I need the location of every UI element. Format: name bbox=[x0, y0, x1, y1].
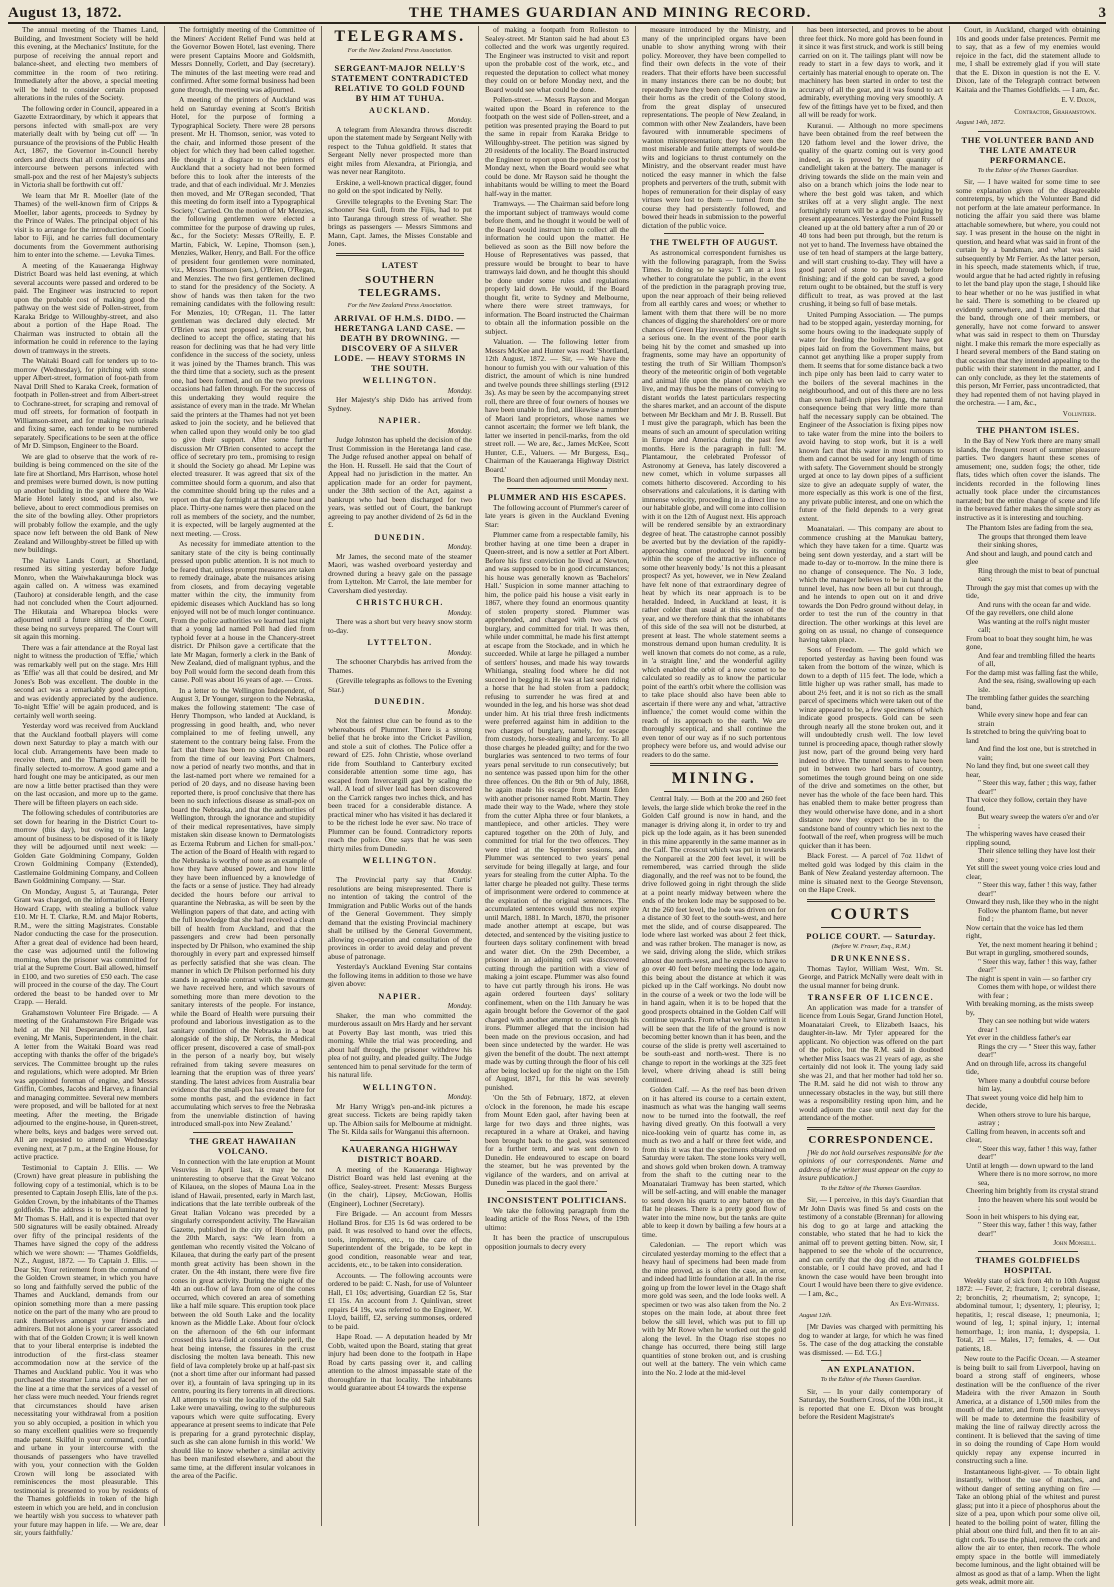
section-heading: TELEGRAMS. bbox=[334, 28, 466, 45]
article-paragraph: A meeting of the Kauaeranga Highway District Board was held last evening at the office, Sealey-street. Present: Messrs Burgess (in the chair), Lipsey, McGowan, Hollis (Engineer), Lochner (Secretary). bbox=[328, 1164, 472, 1208]
article-paragraph: Instantaneous light-giver. — To obtain light instantly, without the use of matches, and without danger of setting anything on fire — Take an oblong phial of the whitest and purest glass; put into it a piece of phosphorus about the size of a pea, upon which pour some olive oil, heated to the boiling point of water, filling the phial about one third full, and then fit to an air-tight cork. To use the phial, remove the cork and allow the air to enter, then recork. The whole empty space in the bottle will immediately become luminous, and the light obtained will be almost as good as that of a lamp. When the light gets weak, admit more air. bbox=[956, 1466, 1100, 1586]
dateline: Monday. bbox=[447, 386, 472, 395]
poem-line: Ring through the mist to beat of punctual oars; bbox=[978, 565, 1100, 583]
poem-line: " Steer this way, father ! this way, father dear!" bbox=[978, 1220, 1097, 1238]
article-paragraph: Mr Harry Wrigg's pen-and-ink pictures a great success. Tickets are being rapidly taken up. The Albion sails for Melbourne at midnight. The St. Kilda sails for Wanganui this afternoon. bbox=[328, 1101, 472, 1136]
article-paragraph: Thomas Taylor, William West, Wm. St. George, and Patrick McNally were dealt with in the usual manner for being drunk. bbox=[799, 963, 943, 990]
article-paragraph: We are glad to observe that the work of re-building is being commenced on the site of the late fire at Shortland, Mrs Harrison, whose hotel and premises were burned down, is now putting up another building in the spot where the Wai-Marie Hotel lately stood, and is also, we believe, about to erect commodious premises on the site of the bowling alley. Other proprietors will probably follow the example, and the ugly space now left between the old Bank of New Zealand and Willoughby-street be filled up with new buildings. bbox=[14, 451, 158, 554]
poem-line: Is stretched to bring the quiv'ring boat to land bbox=[966, 727, 1087, 745]
divider bbox=[978, 131, 1078, 132]
dateline: Monday. bbox=[447, 543, 472, 551]
place-heading: TRANSFER OF LICENCE. bbox=[807, 993, 935, 1002]
poem-line: But weary sweep the waters o'er and o'er ; bbox=[978, 812, 1099, 830]
signature: Volunteer. bbox=[1062, 409, 1096, 418]
place-heading: DRUNKENNESS. bbox=[830, 954, 912, 963]
divider bbox=[650, 763, 778, 766]
divider bbox=[807, 1127, 935, 1130]
poem-line: Where there is no more sorrow, no more sea, bbox=[978, 1169, 1098, 1187]
dateline: Monday. bbox=[447, 608, 472, 617]
article-paragraph: New route to the Pacific Ocean. — A steamer is being built to sail from Liverpool, having on board a strong staff of engineers, whose destination will be the confluence of the river Madeira with the river Amazon in South America, at a distance of 1,500 miles from the mouth of the latter, and from this point surveys will be made to determine the feasibility of making the line of railway directly across the continent. It is believed that the saving of time in so doing the rounding of Cape Horn would quickly repay any expense incurred in constructing such a line. bbox=[956, 1354, 1100, 1465]
place-heading: LYTTELTON. bbox=[367, 638, 433, 647]
poem-line: Of the gay revellers, one child alone bbox=[966, 608, 1074, 617]
article-paragraph: Judge Johnston has upheld the decision of the Trust Commission in the Heretanga land case. The Judge refused another appeal on behalf of the Hon. H. Russell. He said that the Court of Appeal had no jurisdiction in the matter. An application made for an order for payment, under the 38th section of the Act, against a bankrupt who had been discharged for two years, was settled out of Court, the bankrupt agreeing to pay another dividend of 2s 6d in the £. bbox=[328, 435, 472, 529]
column-5 bbox=[636, 26, 793, 1526]
letter-date: August 12th. bbox=[799, 1311, 832, 1319]
divider bbox=[821, 1360, 921, 1361]
article-paragraph: Yesterday word was received from Auckland that the Auckland football players will come down next Saturday to play a match with our local club. Arrangements have been made to receive them, and the Thames team will be finally selected to-morrow. A good game and a hard fought one may be anticipated, as our men are now a little better practised than they were on the last occasion, and more up to the game. There will be fifteen players on each side. bbox=[14, 721, 158, 807]
letter-paragraph: Sir, — I perceive, in this day's Guardian that Mr John Davis was fined 5s and costs on the testimony of a constable (Brennan) for allowing his dog to go at large and attacking the constable, who stated that he had to kick the animal off to prevent getting bitten. Now, sir, I happened to see the whole of the occurrence, and can certify that the dog did not attack the constable, or I could have proved, and had I known the case would have been brought into Court I would have been there to give evidence. — I am, &c., bbox=[799, 1195, 943, 1298]
poem-line: " Steer this way, father ! this way, father dear!" bbox=[978, 880, 1097, 898]
poem-line: Until at length — down upward to the land bbox=[966, 1160, 1094, 1170]
section-heading: COURTS bbox=[830, 905, 912, 923]
byline: For the New Zealand Press Association. bbox=[347, 47, 453, 54]
poem-line: And find the lost one, but is stretched in vain; bbox=[978, 744, 1097, 762]
article-paragraph: Fire Brigade. — An account from Messrs Holland Bros. for £35 1s 6d was ordered to be paid. It was resolved to hand over the effects, tools, implements, etc., to the care of the Superintendent of the brigade, to be kept in good condition, reasonable wear and tear, accidents, etc., to be taken into consideration. bbox=[328, 1209, 472, 1269]
article-paragraph: Black Forest. — A parcel of 7oz 11dwt of melted gold was lodged by this claim in the Bank of New Zealand yesterday afternoon. The mine is situated next to the George Stevenson, on the Hape Creek. bbox=[799, 851, 943, 894]
article-paragraph: As necessity for immediate attention to the sanitary state of the city is being continually pressed upon public attention. It is not much to be feared that, unless prompt measures are taken to remedy drainage, abate the nuisances arising from closets, and from decaying vegetable matter within the city, the immunity from epidemic diseases which Auckland has so long enjoyed will not be of much longer continuance. From the police authorities we learned last night that a young lad named Poll had died from typhoid fever at a house in the Chancery-street district. Dr Philson gave a certificate that the late Mr Magan, formerly a clerk in the Bank of New Zealand, died of malignant typhus, and the boy Poll would form the second death from this cause. Poll was about 16 years of age. — Cross. bbox=[171, 539, 315, 684]
article-paragraph: The annual meeting of the Thames Land, Building, and Investment Society will be held this evening, at the Mechanics' Institute, for the purpose of receiving the annual report and balance-sheet, and electing two members of committee in the room of two retiring. Immediately after the above, a special meeting will be held to consider certain proposed alterations in the rules of the Society. bbox=[14, 25, 158, 102]
column-4 bbox=[479, 26, 636, 1526]
poem-line: The whispering waves have ceased their rippling sound, bbox=[966, 829, 1086, 847]
poem-line: " Steer this way, father ! this way, father dear!" bbox=[978, 956, 1097, 974]
article-paragraph: Kuranui. — Although no more specimens have been obtained from the reef between the 120 fathom level and the lower drive, the quality of the quartz coming out is very good indeed, as is proved by the quantity of candlelight taken at the battery. The manager is driving towards the slide on the main vein and also on a branch which joins the lode near to where the best gold was taken, and which strikes off at a very slight angle. The next fortnightly return will be a good one judging by present appearances. Yesterday the Point Russell cleaned up at the old battery after a run of 20 or 40 tons had been put through, but the return is not yet to hand. The Inverness have obtained the use of ten head of stampers at the large battery, and will start crushing to-day. They will have a good parcel of stone to put through before finishing; and if the gold can be saved, a good return ought to be obtained, but the stuff is very difficult to treat, as was proved at the last crushing, it being so full of base metals. bbox=[799, 120, 943, 308]
column-7 bbox=[950, 25, 1106, 1586]
place-heading: AUCKLAND. bbox=[369, 105, 431, 115]
article-paragraph: The Waitaki Board call for tenders up to to-morrow (Wednesday), for pitching with stone upper Albert-street, formation of foot-path from Naval Drill Shed to Karaka Creek, formation of footpath in Pollen-street and from Albert-street to Cochrane-street, for scraping and removal of mud off streets, for formation of footpath in Williamson-street, and for making two urinals and fixing same, each tender to be numbered separately. Specifications to be seen at the office of Mr D. Simpson, Engineer to the Board. bbox=[14, 356, 158, 450]
article-paragraph: Plummer came from a respectable family, his brother having at one time been a draper in Queen-street, and is now a settler at Port Albert. Before his first conviction he lived at Newton, and was supposed to be in good circumstances; his house was generally known as 'Bachelors' Hall.' Suspicion in some manner attaching to him, the police paid his house a visit early in 1867, where they found an enormous quantity of stolen property stored. Plummer was apprehended, and charged with two acts of burglary, and committed for trial. It was then, while under committal, he made his first attempt at escape from the Stockade, and in which he succeeded. While at large he pillaged a number of settlers' houses, and made his way towards Whitianga, stealing food where he did not succeed in begging it. He was at last seen riding a horse that he had stolen from a paddock; refusing to surrender he was fired at and wounded in the leg, and his horse was shot dead under him. At his trial three fresh indictments were preferred against him in addition to the two charges of burglary, namely, for escape from custody, horse-stealing and larceny. To all those charges he pleaded guilty; and for the two burglaries was sentenced to two terms of four years penal servitude to run consecutively; but no sentence was passed upon him for the other three offences. On the 8th or 9th of July, 1868, he again made his escape from Mount Eden with another prisoner named Robt. Martin. They made their way to the Wade, where they stole from the cutter Alpha three or four blankets, a mantlepiece, and other articles. They were captured together on the 20th of July, and committed for trial for the two offences. They were tried at the September sessions, and Plummer was sentenced to two years' penal servitude for being illegally at large, and four years for stealing from the cutter Alpha. To the latter charge he pleaded not guilty. These terms of imprisonment were ordered to commence at the expiration of the original sentences. The accumulated sentences would thus not expire until March, 1881. In March, 1870, the prisoner made another attempt at escape, but was detected, and sentenced by the visiting justice to fourteen days solitary confinement with bread and water diet. On the 29th December, a prisoner in an adjoining cell was discovered cutting through the partition with a view of making a joint escape. Plummer was also found to have cut partly through his irons. He was again ordered fourteen days' solitary confinement, when on the 11th January he was again brought before the Governor of the gaol charged with another attempt to cut through his irons. Plummer alleged that the incision had been made on the previous occasion, and had been since undetected by the warder. He was given the benefit of the doubt. The next attempt made was by cutting through the floor of his cell after being locked up for the night on the 15th of August, 1871, for this he was severely punished. bbox=[485, 530, 629, 1092]
divider bbox=[821, 927, 921, 928]
poem-line: Yet ever in the childless father's ear bbox=[966, 1033, 1071, 1042]
poem-line: Into the heaven where his soul would be ; bbox=[978, 1194, 1098, 1212]
article-paragraph: Central Italy. — Both at the 200 and 260 feet levels, the large slide which broke the reef in the Golden Calf ground is now in hand, and the manager is driving along it, in order to try and pick up the lode again, as it has been sunended in this mine apparently in the same manner as in the Calf. The crosscut which was put in towards the Nonpareil at the 200 feet level, it will be remembered, was carried through the slide diagonally, and the reef was not to be found, the drive followed going in right through the slide at a point nearly midway between where the ends of the broken lode may be supposed to be. At the 260 feet level, the lode was driven on for a distance of 30 feet to the south-west, and here met the slide, and of course disappeared. The lode where last worked was about 2 feet thick, and was rather broken. The manager is now, as we said, driving along the slide, which strikes almost due north-west, and he expects to have to go over 40 feet before meeting the lode again, this being about the distance at which it was picked up in the Calf workings. No doubt now in the course of a week or two the lode will be in hand again, when it is to be hoped that the good prospects obtained in the Golden Calf will continue upwards. From what we have written it will be seen that the life of the ground is now becoming better known than it has been, and the course of the slide is pretty well ascertained to be south-east and north-west. There is no change to report in the workings at the 325 feet level, where driving ahead is still being continued. bbox=[642, 794, 786, 1084]
poem-line: Was wanting at the roll's night muster call; bbox=[978, 616, 1090, 634]
poem-line: The Phantom Isles are fading from the sea, bbox=[966, 523, 1093, 532]
section-heading: PLUMMER AND HIS ESCAPES. bbox=[487, 491, 627, 502]
article-paragraph: There was a fair attendance at the Royal last night to witness the production of 'Effie,' which was remarkably well put on the stage. Mrs Hill as 'Effie' was all that could be desired, and Mr Jones's Bob was excellent. The double in the second act was a remarkably good deception, and was evidently appreciated by the audience. To-night 'Effie' will be again produced, and is certainly well worth seeing. bbox=[14, 642, 158, 720]
article-paragraph: The following schedules of contributories are set down for hearing in the District Court to-morrow (this day), but owing to the large amount of business to be disposed of it is likely they will be adjourned until next week: — Golden Gate Goldmining Company, Golden Crown Goldmining Company (Extended), Castlemaine Goldmining Company, and Colleen Bawn Goldmining Company. — Star. bbox=[14, 808, 158, 885]
article-paragraph: The following account of Plummer's career of late years is given in the Auckland Evening Star: bbox=[485, 502, 629, 529]
section-heading: INCONSISTENT POLITICIANS. bbox=[487, 1194, 627, 1205]
letter-paragraph: Sir, — I have waited for some time to see some explanation given of the disagreeable contretemps, by which the Volunteer Band did not perform at the late amateur performance. In noticing the affair you said there was blame attachable somewhere, but where, you could not say. I was present in the house on the night in question, and heard what was said in front of the curtain by a bandsman, and what was said subsequently by Mr Ferrier. As the latter person, in his speech, made statements which, if true, would argue that he had acted rightly in refusing to let the band play upon the stage, I should like to hear whether or no he was justified in what he said. There is something to be cleared up evidently somewhere, and I am surprised that the band, through one of their members, or generally, have not come forward to answer what was said in respect to them on Thursday night. I make this remark the more especially as I heard several members of the Band stating on that occasion that they intended appealing to the public with their statement in the matter, and I can only conclude, as they let the statements of this person, Mr Ferrier, pass uncontradicted, that they had repented them of not having played in the orchestra. — I am, &c., bbox=[956, 177, 1100, 407]
section-heading: SERGEANT-MAJOR NELLY'S STATEMENT CONTRADICTED RELATIVE TO GOLD FOUND BY HIM AT TUHUA. bbox=[331, 62, 469, 103]
article-paragraph: As astronomical correspondent furnishes us with the following paragraph, from the Swiss Times. In doing so he says: 'I am at a loss whether to congratulate the public, in the event of the prediction in the paragraph proving true, upon the near approach of their being relieved from all earthly cares and woes; or whether to lament with them that there will be no more chances of digging the shareholders' ore or more chances of Green Hay investments. The plight is a serious one. In the event of the poor earth being hit by the comet and smashed up into fragments, some may have an opportunity of testing the truth of Sir William Thompson's theory of the meteoritic origin of both vegetable and animal life upon the planet on which we live, and may thus be the means of conveying to distant worlds the latest particulars respecting the shares market, and an account of the dispute between Mr Beckham and Mr J. B. Russell. But I must give the paragraph, which has been the means of such an amount of speculation writing in Europe and America during the past few months. Here is the paragraph in full: 'M. Plantamour, the celebrated Professor of Astronomy at Geneva, has lately discovered a new comet, which in volume surpasses all comets hitherto discovered. According to his observations and calculations, it is darting with immense velocity, proceeding in a direct line to our habitable globe, and will come into collision with it on the 12th of August next. His approach will be rendered sensible by an extraordinary degree of heat. The catastrophe cannot possibly be averted but by the deviation of the rapidly-approaching comet produced by its coming within the scope of the attractive influence of some other heavenly body.' Is not this a pleasant prospect? As yet, however, we in New Zealand have felt none of that extraordinary degree of heat by which its near approach is to be heralded. Indeed, in Auckland at least, it is rather colder than usual at this season of the year, and we therefore think that the inhabitants of this side of the sea will not be disturbed, at present at least. The whole statement seems a monstrous demand upon human credulity. It is well known that comets do not come, as a rule, in 'a straight line,' and the wonderful agility which enabled the orbit of a new comet to be calculated so readily as to know the particular point of the earth's orbit where the collision was to take place should also have been able to ascertain if there were any and what, 'attractive influence,' the comet would come within the reach of its approach to the earth. We are thoroughly sceptical, and shall continue the even tenor of our way as if no such portentous prophecy were before us, and would advise our readers to do the same. bbox=[642, 248, 786, 759]
poem bbox=[956, 524, 1100, 1238]
dateline: Monday. bbox=[447, 1002, 472, 1010]
poem-line: And runs with the ocean far and wide. bbox=[978, 599, 1091, 609]
dateline: Monday. bbox=[447, 426, 472, 435]
poem-line: Where many a doubtful course before him lay, bbox=[978, 1075, 1090, 1093]
address-line: To the Editor of the Thames Guardian. bbox=[820, 1184, 922, 1192]
article-paragraph: Erskine, a well-known practical digger, found no gold on the spot indicated by Nelly. bbox=[328, 177, 472, 195]
editor-note: [Mr Davies was charged with permitting his dog to wander at large, for which he was fined 5s. The case of the dog attacking the constable was dismissed. — Ed. T.G.] bbox=[799, 1322, 943, 1357]
poem-line: For the damp mist was falling fast the while, bbox=[966, 667, 1098, 677]
article-paragraph: In the Bay of New York there are many small islands, the frequent resort of summer pleasure parties. Two dangers haunt these scenes of amusement; one, sudden fogs; the other, tide flats, tides which often cover the islands. The incidents recorded in the following lines actually took place under the circumstances narrated; but the entire change of scene and life in the bereaved father makes the simple story as instructive as it is interesting and touching. bbox=[956, 436, 1100, 522]
divider bbox=[978, 421, 1078, 422]
poem-line: Now certain that the voice has led them right, bbox=[966, 922, 1084, 940]
section-heading: ARRIVAL OF H.M.S. DIDO. — HERETANGA LAND CASE. — DEATH BY DROWNING. — DISCOVERY OF A SILVER LODE. — HEAVY STORMS IN THE SOUTH. bbox=[334, 313, 466, 373]
poem-line: Rings the cry — " Steer this way, father dear!" bbox=[978, 1041, 1096, 1059]
section-heading: KAUAERANGA HIGHWAY DISTRICT BOARD. bbox=[341, 1143, 459, 1164]
article-paragraph: The schooner Charybdis has arrived from the Thames. bbox=[328, 657, 472, 675]
article-paragraph: Caledonian. — The report which was circulated yesterday morning to the effect that a heavy haul of specimens had been made from the mine proved, as is often the case, an error, and indeed had little foundation at all. In the rise going up from the lower level in the Otago shaft more gold was seen, and the lode looks well. A specimen or two was also taken from the No. 2 stopes on the main lode, at about three feet below the sill level, which was put to fill up with by Mr Rowe when he worked out the gold along the level. In the Otago rise stopes no change has occurred, there being still large quantities of stone broken out, and is crushing out well at the battery. The vein which came into the No. 2 lode at the mid-level bbox=[642, 1240, 786, 1377]
editor-note: [We do not hold ourselves responsible for the opinions of our correspondents. Name and address of the writer must appear on the copy to insure publication.] bbox=[799, 1147, 943, 1182]
letter-paragraph: Court, in Auckland, charged with obtaining 10s and goods under false pretences. Permit me to say, that as a few of my enemies would rejoice in the fact, did the statement allude to me, I shall be extremely glad if you will state that the E. Dixon in question is not the E. V. Dixon, late of the Telegraph contract between Kaitaia and the Thames Goldfields. — I am, &c. bbox=[956, 25, 1100, 94]
section-heading: THE GREAT HAWAIIAN VOLCANO. bbox=[189, 1135, 297, 1156]
article-paragraph: A meeting of the printers of Auckland was held on Saturday evening at Scott's British Hotel, for the purpose of forming a Typographical Society. There were 28 persons present. Mr H. Thomson, senior, was voted to the chair, and informed those present of the object for which they had been called together. He thought it a disgrace to the printers of Auckland that a society had not been formed before this to look after the interests of the trade, and that of each individual. Mr J. Menzies then moved, and Mr O'Regan seconded, 'That this meeting do form itself into a Typographical Society.' Carried. On the motion of Mr Menzies, the following gentlemen were elected a committee for the purpose of drawing up rules, &c., for the Society: Messrs O'Reilly, E. P. Martin, Fabick, W. Lepine, Thomson (sen.), Menzies, Walker, Henry, and Ball. For the office of president four gentlemen were nominated, viz., Messrs Thomson (sen.), O'Brien, O'Regan, and Menzies. The two first gentlemen declined to stand for the presidency of the Society. A show of hands was then taken for the two remaining candidates with the following result: For Menzies, 10; O'Regan, 11. The latter gentleman was declared duly elected. Mr O'Brien was next proposed as secretary, but declined to accept the office, stating that his reason for declining was that he had very little confidence in the success of the society, unless it was joined by the Thames branch. This was the third time that a society, such as the present one, had been formed, and on the two previous occasions had fallen through. For the success of this undertaking they would require the assistance of every man in the trade. Mr Whelan said the printers at the Thames had not yet been asked to join the society, and he believed that when called upon they would only be too glad to give their support. After some further discussion Mr O'Brien consented to accept the office of secretary pro tem., promising to resign it should the Society go ahead. Mr Lepine was elected treasurer. It was agreed that six of the committee should form a quorum, and also that the committee should bring up the rules and a report on that day fortnight at the same hour and place. Thirty-one names were then placed on the roll as members of the society, and the number, it is expected, will be largely augmented at the next meeting. — Cross. bbox=[171, 95, 315, 538]
article-paragraph: Valuation. — The following letter from Messrs McKee and Hunter was read: 'Shortland, 12th August, 1872. — Sir, — We have the honour to furnish you with our valuation of this district, the amount of which is nine hundred and twelve pounds three shillings sterling (£912 3s). As may be seen by the accompanying street roll, there are three of four owners of houses we have been unable to find, and likewise a number of Maori land proprietors, whose names we cannot ascertain; the former we left blank, the latter we inserted in pencil-marks, from the old street roll. — We are, &c., James McKee, Scott Hunter, C.E., Valuers. — Mr Burgess, Esq., Chairman of the Kauaeranga Highway District Board.' bbox=[485, 337, 629, 474]
article-paragraph: United Pumping Association. — The pumps had to be stopped again, yesterday morning, for some hours owing to the inadequate supply of water for feeding the boilers. They have got pipes laid on from the Government mains, but cannot get anything like a proper supply from them. It seems that for some distance back a two inch pipe only has been laid to carry water to the boilers of the several machines in the neighbourhood, and out of this there are no less than seven half-inch pipes leading, the natural consequence being that very little more than half the necessary supply can be obtained. The Engineer of the Association is fixing pipes now to take water from the mine into the boilers to avoid having to stop work, but it is a well known fact that this water in most rumours to them and cannot be used for any length of time with safety. The Government should be strongly urged at once to lay down pipes of a sufficient size to give an adequate supply of water, the more especially as this work is one of the first, any private public interest, and one on which the future of the field depends to a very great extent. bbox=[799, 309, 943, 523]
article-paragraph: Sons of Freedom. — The gold which we reported yesterday as having been found was taken from the bottom of the winze, which is down to a depth of 115 feet. The lode, which a little higher up was rather small, has made to about 2½ feet, and it is not so rich as the small parcel of specimens which were taken out of the winze appeared to be, a few specimens of which indicate good prospects. Gold can be seen through nearly all the stone broken out, and it will undoubtedly crush well. The low level tunnel is proceeding apace, though rather slowly just now, part of the ground being very hard indeed to drive. The tunnel seems to have been put in between two hard bars of country, sometimes the tough ground being on one side of the drive and sometimes on the other, but never has the whole of the face been hard. This has enabled them to make better progress than they would otherwise have done, and in a short distance now they expect to be in to the sandstone band of country which lies next to the footwall of the reef, when progress will be much quicker than it has been. bbox=[799, 645, 943, 850]
article-paragraph: (Greville telegraphs as follows to the Evening Star.) bbox=[328, 676, 472, 694]
article-paragraph: Golden Calf. — As the reef has been driven on it has altered its course to a certain extent, inasmuch as what was the hanging wall seems now to be turned into the footwall, the reef having dived greatly. On this footwall a very nice-looking vein of quartz has come in, as much as two and a half or three feet wide, and from this it was that the specimens obtained on Saturday were taken. The stone looks very well, and shows gold when broken down. A tramway from the shaft to the cutting near to the Moanataiari Tramway has been started, which will be self-acting, and will enable the manager to send down his quartz to any battery on the flat he pleases. There is a pretty good flow of water into the mine now, but the tanks are quite able to keep it down by bailing a few hours at a time. bbox=[642, 1085, 786, 1239]
article-paragraph: In a letter to the Wellington Independent, of August 3, Dr Younger, surgeon to the Nebraska, makes the following statement: 'The case of Henry Thompson, who landed at Auckland, is progressing in good health, and, who never complained to me of feeling unwell, any statement to the contrary being false. From the fact that there has been no sickness on board from the time of our leaving Port Chalmers, now a period of nearly two months, and that in the last-named port where we remained for a period of 20 days, and no disease having been reported there, is proof conclusive that there has been no such infectious disease as small-pox on board the Nebraska, and that the authorities of Wellington, through the ignorance and stupidity of their medical representatives, have simply mistaken skin disease known to Dermatologists as Eczema Rubrum and Lichen for small-pox.' The action of the Board of Health with regard to the Nebraska is worthy of note as an example of how they have abused power, and how little they have been influenced by a knowledge of the facts or a sense of justice. They had already decided the hours before our arrival to quarantine the Nebraska, as will be seen by the Wellington papers of that date, and acting with the full knowledge that she had received a clean bill of health from Auckland, and that the passengers and crew had been personally inspected by Dr Philson, who examined the ship thoroughly in every part and expressed himself as perfectly satisfied that she was clean. The manner in which Dr Philson performed his duty stands in agreeable contrast with the treatment we have received here, and which savours of something more than mere devotion to the sanitary interests of the people. For instance, while the Board of Health were pursuing their profound and laborious investigation as to the sanitary condition of the Nebraska in a boat alongside of the ship, Dr Norris, the Medical officer present, discovered a case of small-pox in the person of a nearly boy, but wisely refrained from taking severe measures on learning that the eruption was of three years' standing. The latest advices from Australia bear evidence that the small-pox has created there for some months past, and the evidence in fact accumulating which serves to free the Nebraska from the unenviable distinction of having introduced small-pox into New Zealand.' bbox=[171, 685, 315, 1128]
letter-paragraph: Sir, — In your daily contemporary of Saturday, the Southern Cross, of the 10th inst., it is reported that one E. Dixon was brought before the Resident Magistrate's bbox=[799, 1386, 943, 1421]
poem-line: Calling from heaven, in accents soft and clear, bbox=[966, 1126, 1086, 1144]
divider bbox=[507, 1191, 607, 1192]
poem-line: Yet still the sweet young voice cries loud and clear, bbox=[966, 863, 1100, 881]
place-heading: DUNEDIN. bbox=[374, 697, 426, 706]
poem-line: From boat to boat they sought him, he was gone, bbox=[966, 633, 1093, 651]
section-heading: AN EXPLANATION. bbox=[827, 1364, 915, 1374]
poem-line: Cheering him brightly from its crystal strand bbox=[966, 1186, 1099, 1195]
poem-line: That voice they follow, certain they have found, bbox=[966, 795, 1087, 813]
article-paragraph: There was a short but very heavy snow storm to-day. bbox=[328, 617, 472, 635]
article-paragraph: A telegram from Alexandra throws discredit upon the statement made by Sergeant Nelly with respect to the Tuhua goldfield. It states that Sergeant Nelly never prospected more than eight miles from Alexandra, at Piriongia, and was never near Rangitoto. bbox=[328, 124, 472, 176]
poem-line: Follow the phantom flame, but never find ; bbox=[978, 905, 1088, 923]
article-paragraph: Tramways. — The Chairman said before long the important subject of tramways would come before them, and he thought it would be well of the Board would instruct him to collect all the information he could upon the matter. He believed as soon as the Bill now before the House of Representatives was passed, that pressure would be brought to bear to have tramways laid down, and he thought this should be done under some rules and regulations properly laid down. He would, if the Board thought fit, write to Sydney and Melbourne, where there were street tramways, for information. The Board instructed the Chairman to obtain all the information possible on the subject. bbox=[485, 199, 629, 336]
column-6 bbox=[793, 26, 950, 1526]
divider bbox=[807, 899, 935, 902]
section-heading: SOUTHERN TELEGRAMS. bbox=[358, 273, 442, 299]
article-paragraph: Testimonial to Captain J. Ellis. — We (Crown) have great pleasure in publishing the following copy of a testimonial, which is to be presented to Captain Joseph Ellis, late of the p.s. Golden Crown, by the inhabitants of the Thames goldfields. The address is to be illuminated by Mr Thomas S. Hall, and it is expected that over 500 signatures will be easily obtained. Already over fifty of the principal residents of the Thames have signed the copy of the address which we were shown: — 'Thames Goldfields, N.Z., August, 1872. — To Captain J. Ellis. — Dear Sir, Your retirement from the command of the Golden Crown steamer, in which you have so long and faithfully served the public of the Thames and Auckland, demands from our opinion something more than a mere passing notice on the part of the many who are proud to rank themselves amongst your friends and admirers. But not alone is your career associated with that of the Golden Crown; it is well known that to your liberal enterprise is indebted the introduction of the first-class steamer accommodation now at the service of the Thames and Auckland public. You it was who purchased the steamer Luna and placed her on the line at a time that the services of a vessel of her class were much needed. Your friends regret that circumstances should have arisen necessitating your withdrawal from a position you so ably occupied, a position in which you so many excellent qualities were so frequently made patent. Skilful in your command, cordial and urbane in your intercourse with the thousands of passengers who have travelled with you, your connection with the Golden Crown will long be associated with reminiscences the most pleasurable. This testimonial is presented to you by residents of the Thames goldfields in token of the high esteem in which you are held, and in conclusion we heartily wish you success to whatever path your future may happen in life. — We are, dear sir, yours faithfully.' bbox=[14, 1162, 158, 1537]
article-paragraph: Weekly state of sick from 4th to 10th August 1872: — Fever, 2; fracture, 1; cerebral disease, 2; bronchitis, 2; rheumatism, 2; syncope, 1; abdominal tumour, 1; dysentery, 1; pleurisy, 1; hepatitis, 1; rescal disease, 1; pneumonia, 1; wound of leg, 1; spinal injury, 1; internal hemorrhage, 1; iron mania, 1; dyspepsia, 1. Total, 21 — Males, 17; females, 4. — Out patients, 18. bbox=[956, 1275, 1100, 1353]
column-2 bbox=[165, 26, 322, 1526]
article-paragraph: Pollen-street. — Messrs Rayson and Morgan waited upon the Board in reference to the footpath on the west side of Pollen-street, and a petition was presented praying the Board to put the same in repair from Karaka Bridge to Willoughby-street. The petition was signed by 20 residents of the locality. The Board instructed the Engineer to report upon the probable cost by Monday next, when the Board would see what could be done. Mr Rayson said he thought the inhabitants would be willing to meet the Board half-way in the matter. bbox=[485, 95, 629, 198]
column-3 bbox=[322, 26, 479, 1526]
poem-line: And the sea, rising, swallowing up each isle. bbox=[978, 676, 1096, 694]
article-paragraph: A meeting of the Kauaeranga Highway District Board was held last evening, at which several accounts were passed and ordered to be paid. The Engineer was instructed to report upon the probable cost of making good the pathway on the west side of Pollen-street, from Karaka Bridge to Willoughby-street, and also about a portion of the Hape Road. The Chairman was instructed to obtain all the information he could in reference to the laying down of tramways in the streets. bbox=[14, 260, 158, 355]
section-heading: THAMES GOLDFIELDS HOSPITAL bbox=[975, 1254, 1081, 1275]
article-paragraph: Shaker, the man who committed the murderous assault on Mrs Hardy and her servant at Poverty Bay last month, was tried this morning. While the trial was proceeding, and about half through, the prisoner withdrew his plea of not guilty, and pleaded guilty. The Judge sentenced him to penal servitude for the term of his natural life. bbox=[328, 1010, 472, 1079]
poem-line: The night is spent in vain — so farther cry bbox=[966, 973, 1092, 983]
dateline: Monday. bbox=[447, 116, 472, 124]
dateline: Monday. bbox=[447, 707, 472, 716]
columns bbox=[8, 25, 1106, 1586]
poem-line: While every sinew hope and fear can strain bbox=[978, 710, 1088, 728]
divider bbox=[350, 59, 450, 60]
poem-line: That sweet young voice did help him to decide, bbox=[966, 1092, 1084, 1110]
poem-line: Onward they rush, like they who in the night bbox=[966, 897, 1099, 906]
newspaper-title: THE THAMES GUARDIAN AND MINING RECORD. bbox=[408, 4, 812, 21]
dateline: Monday. bbox=[447, 1093, 472, 1101]
poem-line: " Steer this way, father ; this way, father dear!" bbox=[978, 778, 1097, 796]
poem-line: Comes them with hope, or wildest there with fear ; bbox=[978, 982, 1097, 1000]
place-heading: WELLINGTON. bbox=[362, 856, 438, 865]
section-heading: THE VOLUNTEER BAND AND THE LATE AMATEUR PERFORMANCE. bbox=[961, 134, 1095, 165]
article-paragraph: measure introduced by the Ministry, and many of the unprincipled organs have been unable to show anything wrong with their policy. Moreover, they have been compelled to find their own defects in the vote of their readers. That their efforts have been successful in many instances there can be no doubt; but repeatedly have they been compelled to draw in their horns as the credit of the Colony stood, from the great display of unsecured representations. The people of New Zealand, in common with other New Zealanders, have been favoured with innumerable specimens of wanton misrepresentation; they have seen the most miserable and futile attempts of would-be wits and logicians to thrust contumely on the Ministry, and the observant reader must have noticed the easy manner in which the false prophets and perverters of the truth, submit with hopes of remuneration for their display of easy virtues were lost to them — turned from the course they had persistently followed, and bowed their heads in submission to the powerful dictation of the public voice. bbox=[642, 25, 786, 230]
article-paragraph: It has been the practice of unscrupulous opposition journals to decry every bbox=[485, 1233, 629, 1251]
issue-date: August 13, 1872. bbox=[8, 4, 122, 21]
article-paragraph: Greville telegraphs to the Evening Star: The schooner Sea Gull, from the Fijis, had to put into Tauranga through stress of weather. She brings as passengers — Messrs Simmons and Mann, Capt. James, the Misses Constable and Jones. bbox=[328, 196, 472, 248]
article-paragraph: The following order in Council, appeared in a Gazette Extraordinary, by which it appears that persons infected with small-pox are very materially dealt with by 'being cut off' — 'In pursuance of the provisions of the Public Health Act, 1867, the Governor in-Council hereby orders and directs that all communications and intercourse between persons infected with small-pox and the rest of her Majesty's subjects in Victoria shall be forthwith cut off.' bbox=[14, 103, 158, 189]
section-heading: THE PHANTOM ISLES. bbox=[976, 425, 1080, 435]
article-paragraph: has been intersected, and proves to be about three feet thick. No more gold has been found in it since it was first struck, and work is still being carried on on it. The tailings plant will now be ready to start in a few days to work, and it certainly has material enough to operate on. The machinery has been started in order to test the accuracy of all the gear, and it was found to act admirably, everything moving very smoothly. A few of the fittings have yet to be fixed, and then all will be ready for work. bbox=[799, 25, 943, 119]
place-heading: WELLINGTON. bbox=[362, 376, 438, 385]
section-heading: THE TWELFTH OF AUGUST. bbox=[649, 237, 779, 247]
poem-line: The trembling father guides the searching band, bbox=[966, 693, 1090, 711]
byline: (Before W. Fraser, Esq., R.M.) bbox=[831, 942, 911, 950]
poem-line: And on through life, across its changeful tide, bbox=[966, 1058, 1087, 1076]
poem-line: No land they find, but one sweet call they hear, bbox=[966, 761, 1090, 779]
page-number: 3 bbox=[1098, 4, 1106, 21]
article-paragraph: The Board then adjourned until Monday next. bbox=[493, 475, 629, 484]
article-paragraph: 'On the 5th of February, 1872, at eleven o'clock in the forenoon, he made his escape from Mount Eden gaol, after having been at large for two days and three nights, was recaptured in a whare at Orakei, and having been brought back to the gaol, was sentenced for a further term, and was sent down to Dunedin. He endeavoured to escape on board the steamer, but he was prevented by the vigilance of the warders, and on arrival at Dunedin was placed in the gaol there.' bbox=[485, 1093, 629, 1187]
poem-line: But wrapt in gurgling, smothered sounds, bbox=[966, 948, 1089, 957]
poem-line: They can see nothing but wide waters drear ! bbox=[978, 1016, 1090, 1034]
poem-line: " Steer this way, father ! this way, father dear!" bbox=[978, 1143, 1097, 1161]
poem-line: When others strove to lure his barque, astray ; bbox=[978, 1109, 1091, 1127]
signature-title: Contractor, Grahamstown. bbox=[1014, 107, 1096, 116]
article-paragraph: In connection with the late eruption at Mount Vesuvius in April last, it may be not uninteresting to observe that the Great Volcano of Kilauea, on the slopes of Mauna Loa in the island of Hawaii, presented, early in March last, indications that the late terrible outbreak of the Great Italian Volcano was preceded by a singularly correspondent activity. The Hawaiian Gazette, published in the city of Honolulu, on the 20th March, says: 'We learn from a gentleman who recently visited the Volcano of Kilauea, that during the early part of the present month great activity has been shown in the crater. On the 4th instant, there were five fire cones in great activity. During the night of the 4th an out-flow of lava from one of the cones occurred, which covered an area of something like a half mile square. This eruption took place between the old South Lake and the locality known as the Middle Lake. About four o'clock on the afternoon of the 6th our informant crossed this lava-field at considerable peril, the heat being intense, the fissures in the crust disclosing the molten lava beneath. This new field of lava completely broke up at half-past six (not a short time after our informant had passed over it), a fountain of lava springing up in its centre, pouring its fiery torrents in all directions. All attempts to visit the locality of the old Salt Lake were unavailing, owing to the sulphureous vapours which were quite suffocating. Every appearance at present seems to indicate that Pele is preparing for a grand pyrotechnic display, such as she can alone furnish in this world.' We should like to know whether a similar activity has been manifested elsewhere, and about the same time, at the different insular volcanoes in the area of the Pacific. bbox=[171, 1156, 315, 1480]
section-heading: POLICE COURT. — Saturday. bbox=[806, 930, 936, 941]
article-paragraph: We learn that Mr R. Moeller (late of the Thames) of the well-known firm of Cripps & Moeller, labor agents, proceeds to Sydney by the Prince of Wales. The principal object of his visit is to arrange for the introduction of Coolie labor to Fiji, and he carries full documentary documents from the Government authorising him to enter into the scheme. — Levuka Times. bbox=[14, 190, 158, 259]
poem-line: And fear and trembling filled the hearts of all, bbox=[978, 650, 1095, 668]
article-paragraph: Accounts. — The following accounts were ordered to be paid: C. Nash, for use of Volunteer Hall, £1 10s; advertising, Guardian £2 5s, Star £1 15s. An account from J. Quinlivan, street repairs £4 19s, was referred to the Engineer, W. Lloyd, bailiff, £2, serving summonses, ordered to be paid. bbox=[328, 1270, 472, 1331]
byline: For the New Zealand Press Association. bbox=[347, 301, 453, 309]
column-1 bbox=[8, 25, 165, 1537]
signature: John Monsell. bbox=[1053, 1239, 1096, 1247]
dateline: Monday. bbox=[447, 648, 472, 657]
masthead bbox=[8, 4, 1106, 24]
place-heading: CHRISTCHURCH. bbox=[356, 598, 444, 607]
poem-line: And shout and laugh, and pound catch and glee bbox=[966, 548, 1093, 566]
article-paragraph: Yesterday's Auckland Evening Star contains the following items in addition to those we have given above: bbox=[328, 962, 472, 988]
section-heading: LATEST bbox=[381, 259, 419, 270]
signature: An Eye-Witness. bbox=[890, 1300, 939, 1308]
article-paragraph: Moanataiari. — This company are about to commence crushing at the Manukau battery, which they have taken for a time. Quartz was being sent down yesterday, and a start will be made to-day or to-morrow. In the mine there is no change of consequence. The No. 3 lode, which the manager believes to be in hand at the tunnel level, has now been all but cut through, and he intends to open out on it and drive towards the Don Pedro ground without delay, in order to test the run of the country in that direction. The other workings at this level are going on as usual, no change of consequence having taken place. bbox=[799, 524, 943, 644]
place-heading: WELLINGTON. bbox=[362, 1082, 438, 1092]
signature: E. V. Dixon, bbox=[1061, 96, 1096, 104]
article-paragraph: The Native Lands Court, at Shortland, resumed its sitting yesterday before Judge Monro, when the Waiwhakaurunga block was again called on. A witness was examined (Tauhoro) at considerable length, and the case had not concluded when the Court adjourned. The Hikutaia and Wharepoa blocks were adjourned until a future sitting of the Court, these being no surveys prepared. The Court will sit again this morning. bbox=[14, 555, 158, 641]
place-heading: DUNEDIN. bbox=[374, 532, 426, 542]
divider bbox=[664, 791, 764, 792]
poem-line: Their silence telling they have lost their shore ; bbox=[978, 846, 1096, 864]
place-heading: NAPIER. bbox=[378, 416, 422, 425]
article-paragraph: An application was made for a transfer of licence from Louis Segar, Grand Junction Hotel, Moanataiari Creek, to Elizabeth Isaacs, his daughter-in-law. Mr Tyler appeared for the applicant. No objection was offered on the part of the police, but the R.M. said in doubted whether Miss Isaacs was 21 years of age, as she certainly did not look it. The young lady said she was 21, and that her mother had told her so. The R.M. said he did not wish to throw any unnecessary obstacles in the way, but still there was a responsibility resting upon him, and he would adjourn the case until next day for the attendance of the mother. bbox=[799, 1002, 943, 1122]
divider bbox=[507, 488, 607, 489]
poem-line: With breaking morning, as the mists sweep by, bbox=[966, 999, 1094, 1017]
dateline: Monday. bbox=[447, 866, 472, 875]
article-paragraph: of making a footpath from Rolleston to Sealey-street. Mr Stanton said he had about £3 collected and the work was urgently required. The Engineer was instructed to visit and report upon the probable cost of the work, etc., and requested the deputation to collect what money they could on or before Monday next, and the Board would see what could be done. bbox=[485, 25, 629, 94]
poem-line: Through the gay mist that comes up with the tide, bbox=[966, 582, 1099, 600]
divider bbox=[664, 233, 764, 234]
place-heading: NAPIER. bbox=[378, 991, 422, 1001]
section-heading: MINING. bbox=[671, 770, 757, 787]
poem-line: Yet, the next moment hearing it behind ; bbox=[978, 939, 1098, 949]
article-paragraph: On Monday, August 5, at Tauranga, Peter Grant was charged, on the information of Henry Howard Crapp, with stealing a bullock value £10. Mr H. T. Clarke, R.M. and Major Roberts, R.M., were the sitting Magistrates. Constable Nador conducting the case for the prosecution. After a great deal of evidence had been heard, the case was adjourned until the following morning, when the prisoner was committed for trial at the Supreme Court. Bail allowed, himself in £100, and two sureties of £50 each. The case will proceed in the course of the day. The Court ordered the beast to be handed over to Mr Crapp. — Herald. bbox=[14, 886, 158, 1006]
poem-line: The groups that thronged them leave their sinking shores, bbox=[978, 531, 1087, 549]
article-paragraph: Mr James, the second mate of the steamer Maori, was washed overboard yesterday and drowned during a heavy gale on the passage from Lyttelton. Mr Carrol, the late member for Caversham died yesterday. bbox=[328, 551, 472, 595]
article-paragraph: Hape Road. — A deputation headed by Mr Cobb, waited upon the Board, stating that great injury had been done to the footpath in Hape Road by carts passing over it, and calling attention to the almost impassable state of the thoroughfare in that locality. The inhabitants would guarantee about £4 towards the expense bbox=[328, 1332, 472, 1392]
address-line: To the Editor of the Thames Guardian. bbox=[977, 166, 1079, 174]
article-paragraph: We take the following paragraph from the leading article of the Ross News, of the 19th ultimo: bbox=[485, 1205, 629, 1232]
article-paragraph: Her Majesty's ship Dido has arrived from Sydney. bbox=[328, 395, 472, 413]
divider bbox=[978, 1251, 1078, 1252]
letter-date: August 14th, 1872. bbox=[956, 119, 1006, 126]
article-paragraph: The Provincial party say that Curtis' resolutions are being misrepresented. There is no intention of taking the control of the Immigration and Public Works out of the hands of the General Government. They simply demand that the existing Provincial machinery shall be utilised by the General Government, allowing co-operation and consultation of the provinces in order to avoid delay and prevent abuse of patronage. bbox=[328, 875, 472, 961]
article-paragraph: The fortnightly meeting of the Committee of the Miners' Accident Relief Fund was held at the Governor Bowen Hotel, last evening. There were present Captains Moore and Goldsmith, Messrs Donnelly, Corlett, and Day (secretary). The minutes of the last meeting were read and confirmed. After some formal business had been gone through, the meeting was adjourned. bbox=[171, 25, 315, 94]
divider bbox=[336, 253, 464, 256]
divider bbox=[193, 1132, 293, 1133]
article-paragraph: Not the faintest clue can be found as to the whereabouts of Plummer. There is a strong belief that he broke into the Cricket Pavilion, and stole a suit of clothes. The Police offer a reward of £25. John Christie, whose overland ride from Southland to Canterbury excited considerable attention some time ago, has escaped from Invercargill gaol by scaling the wall. A lead of silver lead has been discovered on the Carrick ranges two inches thick, and has been traced for a considerable distance. A practical miner who has visited it has declared it to be the richest lode he ever saw. No trace of Plummer can be found. Contradictory reports reach the police. One says that he was seen thirty miles from Dunedin. bbox=[328, 716, 472, 853]
divider bbox=[350, 1140, 450, 1141]
poem-line: Soon in heit whispers to his dying ear, bbox=[966, 1211, 1080, 1221]
section-heading: CORRESPONDENCE. bbox=[808, 1133, 934, 1146]
article-paragraph: Grahamstown Volunteer Fire Brigade. — A meeting of the Grahamstown Fire Brigade was held at the Nil Desperandum Hotel, last evening, Mr Manis, Superintendent, in the chair. A letter from the Waitaki Board was read accepting with thanks the offer of the brigade's services. The Committee brought up the rules and regulations, which were adopted. Mr Brien was appointed foreman of engine, and Messrs Griffin, Combes, Jacobs and Harvey, a financial and managing committee. Several new members were proposed, and will be balloted for at next meeting. After the meeting, the Brigade adjourned to the engine-house, in Queen-street, where belts, keys and badges were served out. All are requested to attend on Wednesday evening next, at 7 p.m., at the Engine House, for active practice. bbox=[14, 1007, 158, 1161]
address-line: To the Editor of the Thames Guardian. bbox=[820, 1376, 922, 1383]
